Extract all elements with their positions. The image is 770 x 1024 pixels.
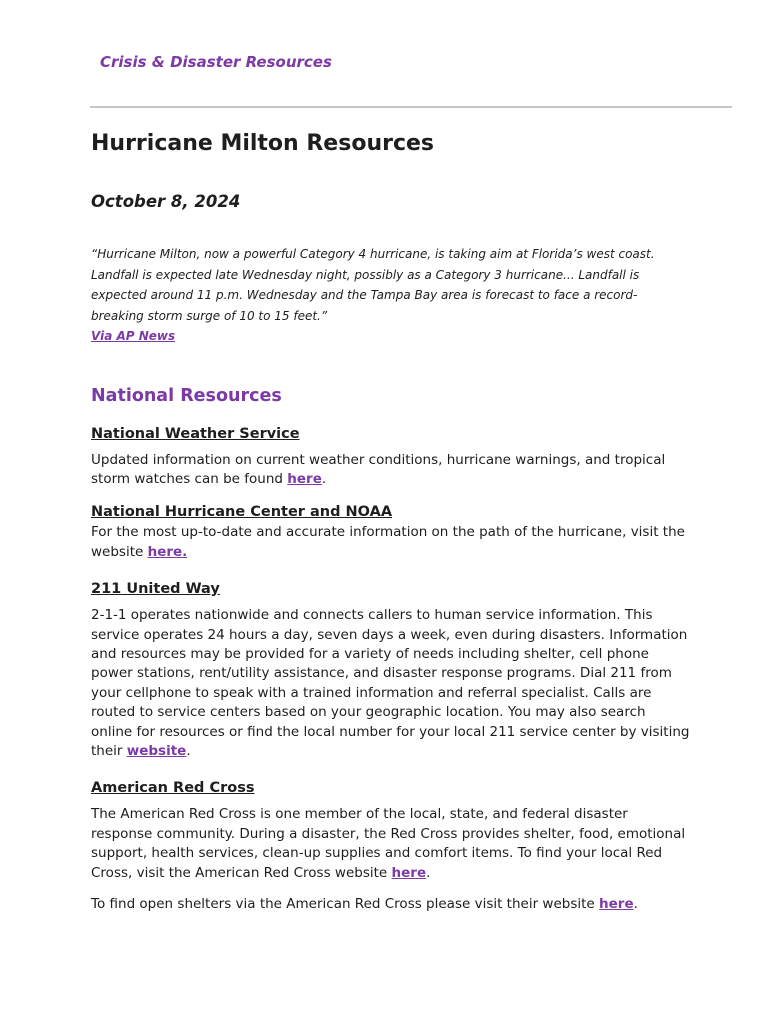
article-body: [91, 128, 691, 914]
nhc-paragraph: [91, 523, 691, 562]
red-cross-shelters-paragraph: [91, 895, 691, 914]
ap-news-link[interactable]: Via AP News: [91, 329, 176, 343]
red-cross-title: American Red Cross: [91, 780, 255, 797]
united-way-website-link[interactable]: website: [126, 742, 187, 759]
nhc-title: National Hurricane Center and NOAA: [91, 504, 393, 521]
red-cross-period: .: [426, 864, 431, 881]
page-title: Hurricane Milton Resources: [91, 131, 435, 156]
header-divider: [90, 106, 732, 108]
nws-paragraph: [91, 451, 691, 490]
nws-here-link[interactable]: here: [287, 470, 322, 487]
quote-text: “Hurricane Milton, now a powerful Category 4 hurricane, is taking aim at Florida’s west coast. Landfall is expected late Wednesday night, possibly as a Category 3 hurricane... Landfall is expected around 11 p.m. Wednesday and the Tampa Bay area is forecast to face a record-breaking storm surge of 10 to 15 feet.”: [91, 247, 655, 323]
nhc-here-link[interactable]: here.: [147, 543, 188, 560]
united-way-title: 211 United Way: [91, 581, 220, 598]
red-cross-shelters-link[interactable]: here: [599, 896, 634, 912]
section-label: Crisis & Disaster Resources: [100, 53, 332, 71]
united-way-period: .: [186, 742, 191, 759]
red-cross-paragraph: [91, 805, 691, 883]
nhc-text: For the most up-to-date and accurate information on the path of the hurricane, visit the website: [91, 524, 685, 560]
red-cross-shelters-period: .: [633, 896, 638, 912]
nws-period: .: [321, 470, 327, 487]
united-way-paragraph: [91, 606, 691, 761]
red-cross-here-link[interactable]: here: [391, 864, 427, 881]
red-cross-shelters-text: To find open shelters via the American Red Cross please visit their website: [91, 896, 600, 912]
red-cross-text: The American Red Cross is one member of the local, state, and federal disaster response community. During a disaster, the Red Cross provides shelter, food, emotional support, health services, clean-up supplies and comfort items. To find your local Red Cross, visit the American Red Cross website: [91, 806, 686, 881]
article-date: October 8, 2024: [91, 192, 241, 211]
nws-text: Updated information on current weather conditions, hurricane warnings, and tropical storm watches can be found: [91, 451, 666, 487]
national-resources-heading: National Resources: [91, 385, 282, 406]
nws-title: National Weather Service: [91, 425, 300, 442]
ap-news-quote: [91, 244, 676, 347]
united-way-text: 2-1-1 operates nationwide and connects callers to human service information. This service operates 24 hours a day, seven days a week, even during disasters. Information and resources may be provided for a variety of needs including shelter, cell phone power stations, rent/utility assistance, and disaster response programs. Dial 211 from your cellphone to speak with a trained information and referral specialist. Calls are routed to service centers based on your geographic location. You may also search online for resources or find the local number for your local 211 service center by visiting their: [91, 607, 690, 759]
